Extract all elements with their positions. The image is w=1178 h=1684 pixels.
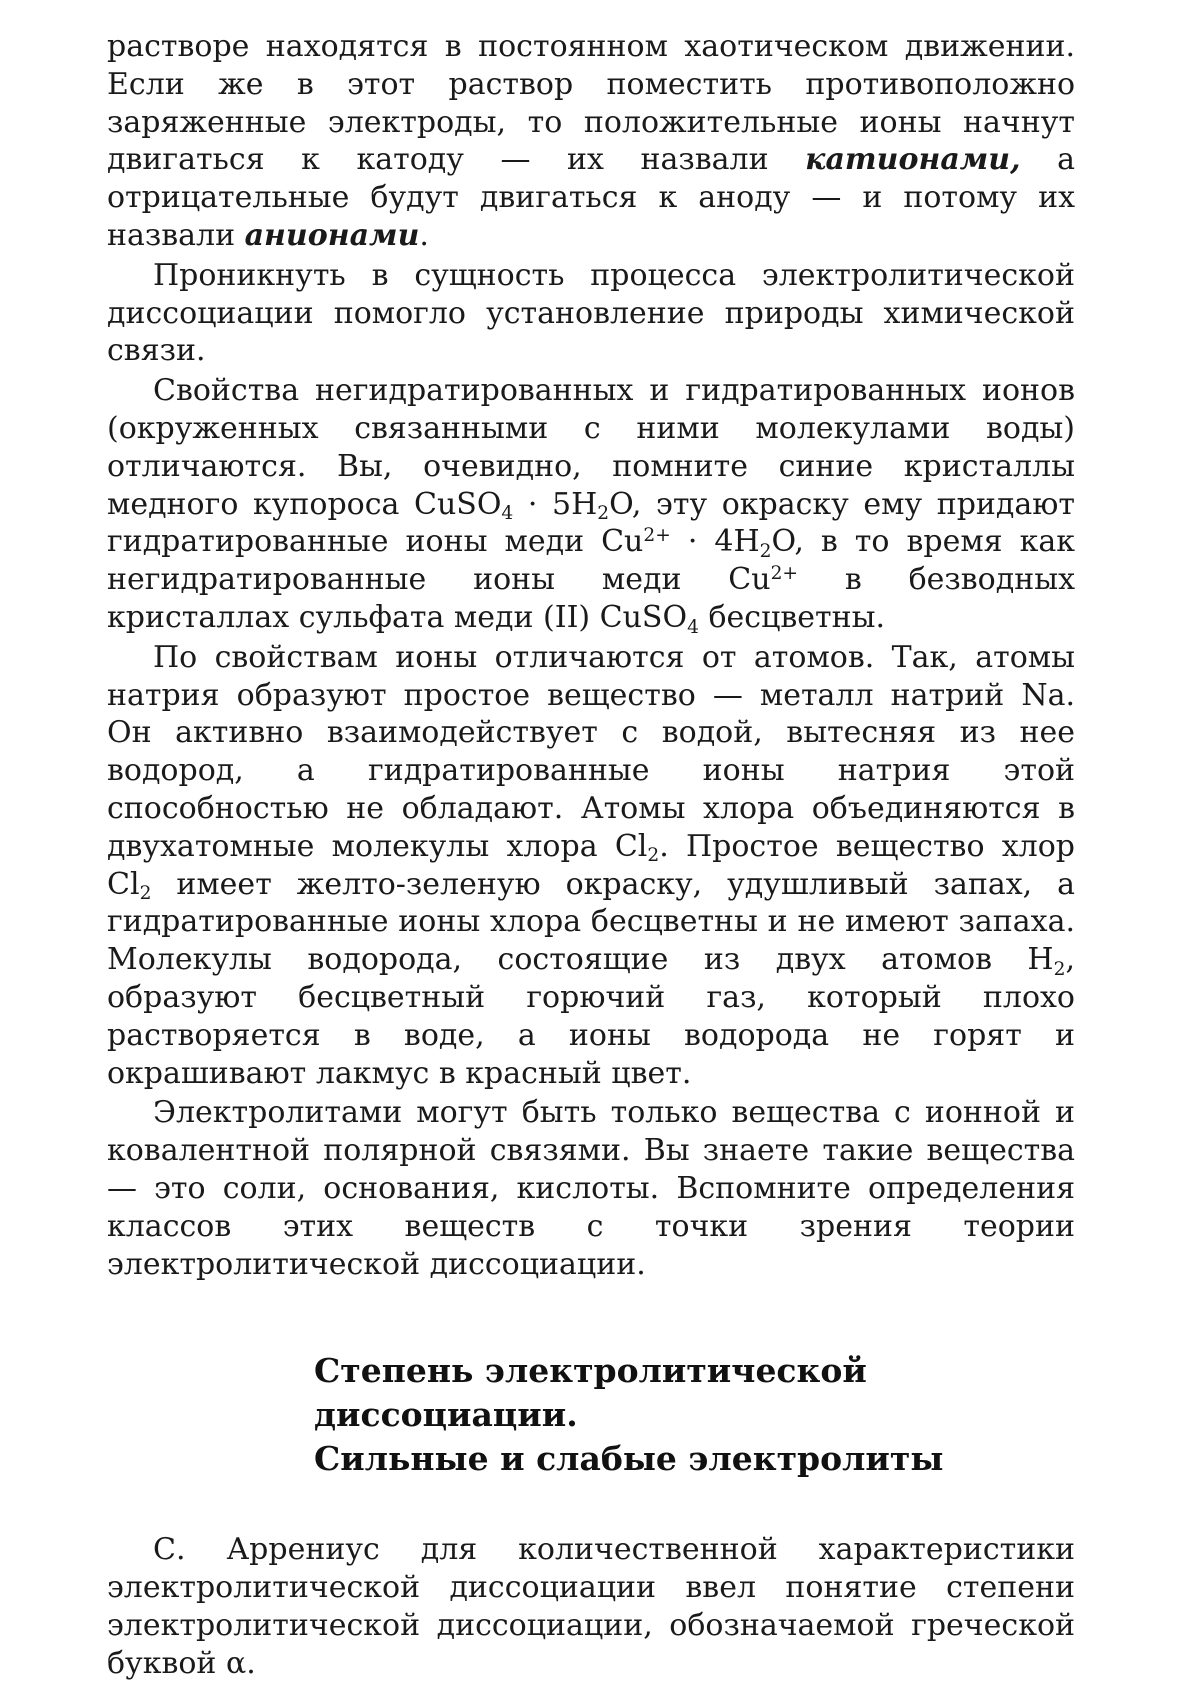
textbook-page: [107, 28, 1075, 1682]
section-intro: [107, 1531, 1075, 1682]
superscript: 2+: [770, 562, 799, 584]
subscript: 2: [759, 540, 772, 562]
text-run: в безводных кристаллах сульфата меди (II) CuSO: [107, 562, 1075, 635]
key-term: анионами: [244, 217, 420, 253]
text-run: O, эту окраску ему придают гидратированные ионы меди Cu: [107, 486, 1075, 560]
section-heading: [107, 1349, 1075, 1481]
text-run: .: [419, 217, 429, 253]
superscript: 2+: [643, 525, 671, 547]
text-run: , образуют бесцветный горючий газ, который плохо растворяется в воде, а ионы водорода не горят и окрашивают лакмус в красный цвет.: [107, 942, 1075, 1091]
text-run: . Простое вещество хлор Cl: [107, 828, 1075, 902]
text-run: По свойствам ионы отличаются от атомов. Так, атомы натрия образуют простое вещество — металл натрий Na. Он активно взаимодействует с водой, вытесняя из нее водород, а гидратированные ионы натрия этой способностью не обладают. Атомы хлора объединяются в двухатомные молекулы хлора Cl: [107, 639, 1075, 864]
key-term: катионами,: [805, 142, 1021, 178]
text-run: Проникнуть в сущность процесса электролитической диссоциации помогло установление природы химической связи.: [107, 257, 1075, 369]
text-run: С. Аррениус для количественной характеристики электролитической диссоциации ввел понятие степени электролитической диссоциации, обозначаемой греческой буквой α.: [107, 1532, 1075, 1681]
text-run: имеет желто-зеленую окраску, удушливый запах, а гидратированные ионы хлора бесцветны и не имеют запаха. Молекулы водорода, состоящие из двух атомов H: [107, 866, 1075, 978]
body-paragraph: [107, 28, 1075, 255]
subscript: 2: [1053, 958, 1066, 980]
subscript: 2: [647, 845, 660, 867]
text-run: растворе находятся в постоянном хаотическом движении. Если же в этот раствор поместить противоположно заряженные электроды, то положительные ионы начнут двигаться к катоду — их назвали: [107, 29, 1075, 178]
subscript: 2: [139, 883, 152, 905]
subscript: 2: [597, 503, 610, 525]
intro-paragraph: [107, 1531, 1075, 1682]
text-run: · 5H: [513, 486, 598, 522]
body-paragraph: [107, 639, 1075, 1093]
text-run: а отрицательные будут двигаться к аноду — и потому их назвали: [107, 142, 1075, 253]
text-run: Электролитами могут быть только вещества с ионной и ковалентной полярной связями. Вы знаете такие вещества — это соли, основания, кислоты. Вспомните определения классов этих веществ с точки зрения теории электролитической диссоциации.: [107, 1095, 1075, 1282]
subscript: 4: [501, 503, 514, 525]
text-run: Свойства негидратированных и гидратированных ионов (окруженных связанными с ними молекулами воды) отличаются. Вы, очевидно, помните синие кристаллы медного купороса CuSO: [107, 373, 1075, 522]
body-paragraph: [107, 257, 1075, 370]
text-run: O, в то время как негидратированные ионы меди Cu: [107, 524, 1076, 598]
body-paragraph: [107, 1094, 1075, 1283]
body-text: [107, 28, 1075, 1283]
heading-line-1: Степень электролитической: [314, 1351, 867, 1391]
heading-line-2: диссоциации.: [314, 1395, 578, 1435]
subscript: 4: [687, 616, 699, 638]
text-run: бесцветны.: [698, 599, 886, 635]
body-paragraph: [107, 372, 1075, 637]
heading-line-3: Сильные и слабые электролиты: [314, 1439, 944, 1479]
text-run: · 4H: [670, 524, 760, 560]
